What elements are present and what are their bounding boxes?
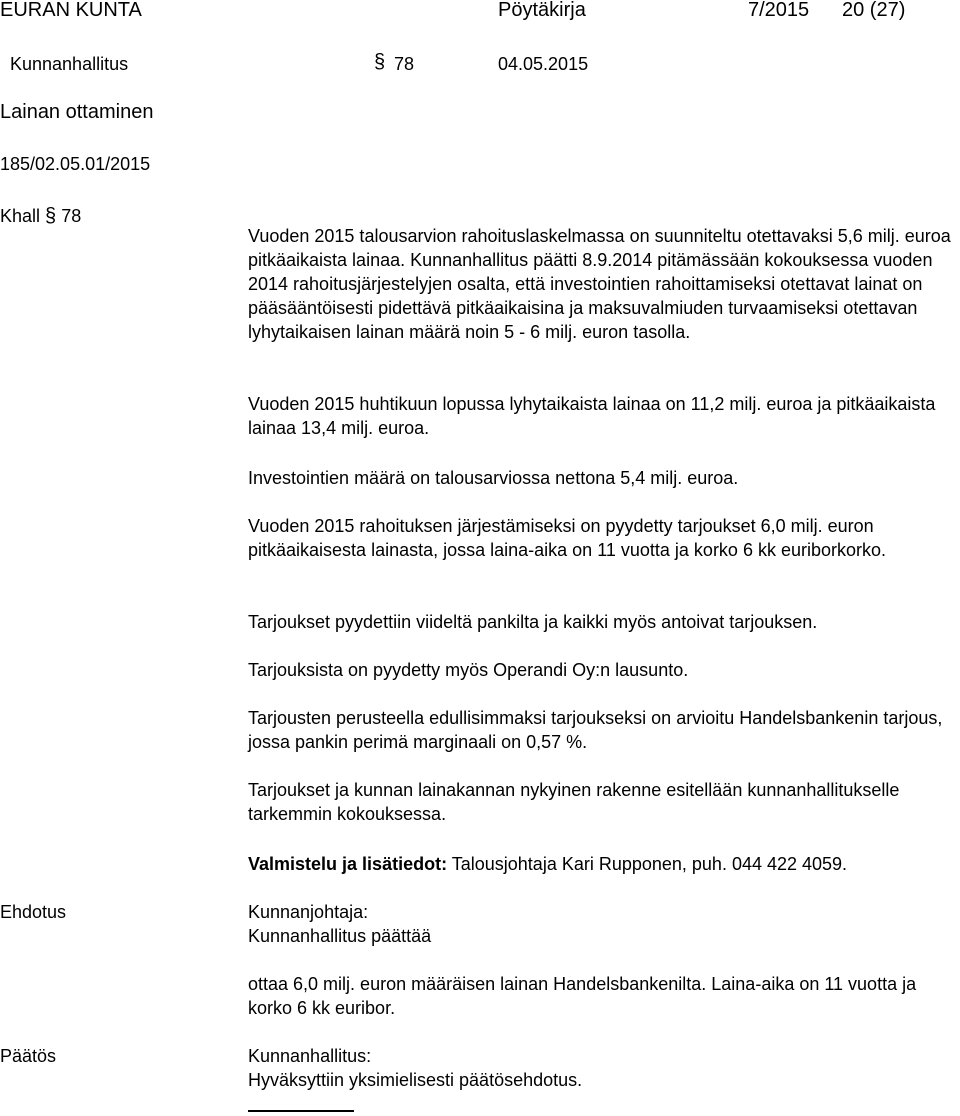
paragraph-block xyxy=(248,658,958,682)
proposal-presenter: Kunnanjohtaja: xyxy=(248,902,369,922)
main-text xyxy=(248,224,958,344)
paragraph-block xyxy=(248,514,958,562)
proposal-line2: Kunnanhallitus päättää xyxy=(248,926,432,946)
khall-text: Khall xyxy=(0,206,41,226)
proposal-block xyxy=(248,972,958,1020)
paragraph-block xyxy=(248,610,958,634)
section-sign: § xyxy=(374,51,386,73)
document-type: Pöytäkirja xyxy=(498,0,586,21)
paragraph: Vuoden 2015 rahoituksen järjestämiseksi on pyydetty tarjoukset 6,0 milj. euron pitkäaikaisesta lainasta, jossa laina-aika on 11 vuotta ja korko 6 kk euriborkorko. xyxy=(248,516,887,560)
paragraph-block xyxy=(248,778,958,826)
body-name: Kunnanhallitus xyxy=(10,54,129,74)
decision-label: Päätös xyxy=(0,1046,57,1066)
issue-number: 7/2015 xyxy=(748,0,810,21)
decision-by: Kunnanhallitus: xyxy=(248,1046,372,1066)
paragraph-block xyxy=(248,466,958,490)
record-number: 185/02.05.01/2015 xyxy=(0,154,151,174)
preparer-line xyxy=(248,852,847,876)
preparer-text: Talousjohtaja Kari Rupponen, puh. 044 422 4059. xyxy=(447,854,848,874)
preparer-label: Valmistelu ja lisätiedot: xyxy=(248,854,448,874)
paragraph: Vuoden 2015 talousarvion rahoituslaskelmassa on suunniteltu otettavaksi 5,6 milj. euroa pitkäaikaista lainaa. Kunnanhallitus päätti 8.9.2014 pitämässään kokouksessa vuoden 2014 rahoitusjärjestelyjen osalta, että investointien rahoittamiseksi otettavat lainat on pääsääntöisesti pidettävä pitkäaikaisina ja maksuvalmiuden turvaamiseksi otettavan lyhytaikaisen lainan määrä noin 5 - 6 milj. euron tasolla. xyxy=(248,226,951,342)
paragraph: Vuoden 2015 huhtikuun lopussa lyhytaikaista lainaa on 11,2 milj. euroa ja pitkäaikaista lainaa 13,4 milj. euroa. xyxy=(248,394,936,438)
organization-name: EURAN KUNTA xyxy=(0,0,142,21)
paragraph: Tarjoukset ja kunnan lainakannan nykyinen rakenne esitellään kunnanhallitukselle tarkemmin kokouksessa. xyxy=(248,780,900,824)
page-number: 20 (27) xyxy=(842,0,906,21)
paragraph-block xyxy=(248,706,958,754)
section-sign-small: § xyxy=(45,205,57,227)
paragraph: Investointien määrä on talousarviossa nettona 5,4 milj. euroa. xyxy=(248,468,739,488)
proposal-label: Ehdotus xyxy=(0,902,67,922)
khall-label xyxy=(0,204,81,228)
paragraph: Tarjouksista on pyydetty myös Operandi Oy:n lausunto. xyxy=(248,660,689,680)
proposal-text: ottaa 6,0 milj. euron määräisen lainan Handelsbankenilta. Laina-aika on 11 vuotta ja korko 6 kk euribor. xyxy=(248,974,917,1018)
paragraph-block xyxy=(248,392,958,440)
section-number: 78 xyxy=(394,54,415,74)
khall-number: 78 xyxy=(61,206,82,226)
decision-text: Hyväksyttiin yksimielisesti päätösehdotus. xyxy=(248,1070,583,1090)
meeting-date: 04.05.2015 xyxy=(498,54,589,74)
page-title: Lainan ottaminen xyxy=(0,101,154,123)
signature-line xyxy=(248,1110,354,1112)
paragraph: Tarjousten perusteella edullisimmaksi tarjoukseksi on arvioitu Handelsbankenin tarjous, jossa pankin perimä marginaali on 0,57 %. xyxy=(248,708,943,752)
paragraph: Tarjoukset pyydettiin viideltä pankilta ja kaikki myös antoivat tarjouksen. xyxy=(248,612,818,632)
